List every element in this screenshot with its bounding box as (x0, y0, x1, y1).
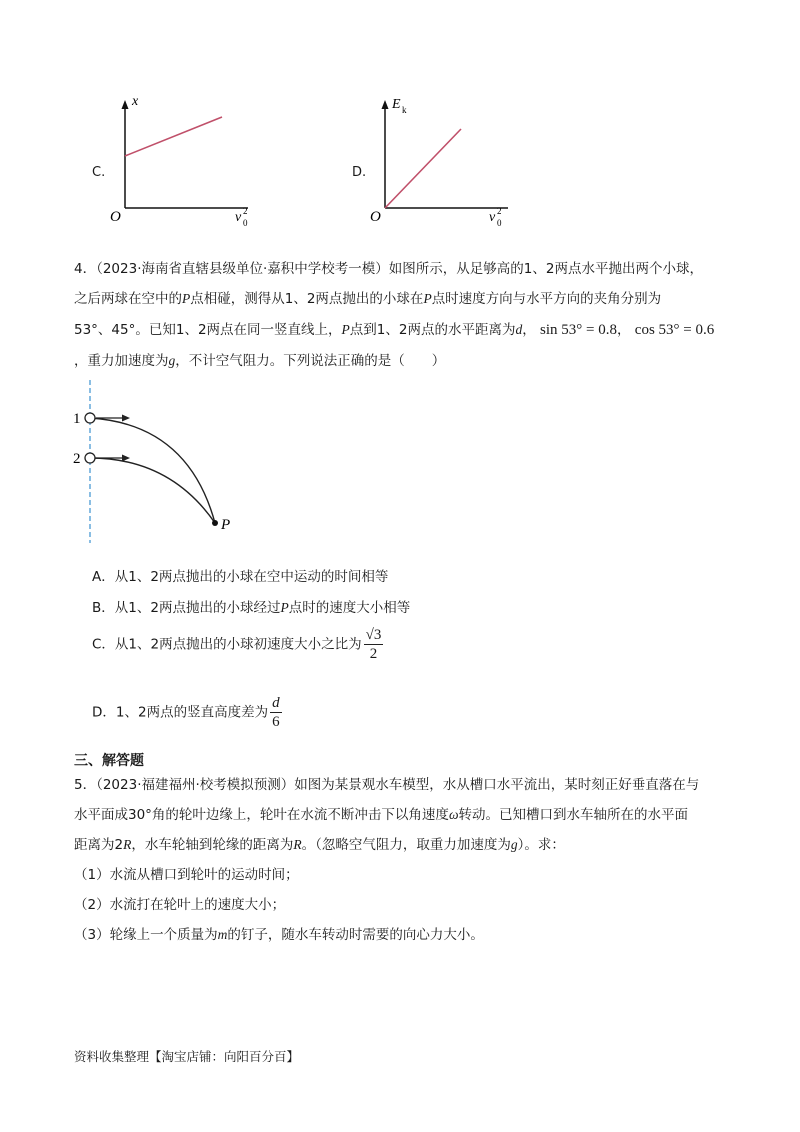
graph-d-line (385, 129, 461, 208)
graph-d-y-arrow (382, 100, 389, 109)
q5-sub3: （3）轮缘上一个质量为m的钉子，随水车转动时需要的向心力大小。 (74, 927, 484, 943)
graph-c-x-sup: 2 (243, 206, 248, 216)
q4-option-b: B．从1、2两点抛出的小球经过P点时的速度大小相等 (92, 600, 411, 616)
q4-line1: 4．（2023·海南省直辖县级单位·嘉积中学校考一模）如图所示，从足够高的1、2两点水平抛出两个小球， (74, 261, 703, 277)
label-1: 1 (73, 411, 81, 427)
point-p (212, 520, 218, 526)
q4-option-a: A．从1、2两点抛出的小球在空中运动的时间相等 (92, 569, 389, 585)
graph-c (108, 88, 258, 228)
trajectory-2 (90, 458, 215, 523)
graph-d-x-label: v (489, 210, 496, 225)
q5-sub1: （1）水流从槽口到轮叶的运动时间； (74, 867, 299, 883)
graph-d-y-label: E (392, 97, 401, 112)
sin-formula: sin 53° = 0.8 (540, 322, 617, 338)
q4-line4: ，重力加速度为g，不计空气阻力。下列说法正确的是（ ） (74, 353, 446, 369)
graph-c-x-sub: 0 (243, 218, 248, 228)
graph-c-y-label: x (132, 94, 139, 109)
graph-c-x-label: v (235, 210, 242, 225)
option-d-fraction: $\frac{d}{6}$ (272, 695, 280, 730)
q4-option-c: C．从1、2两点抛出的小球初速度大小之比为 $\frac{√3}{2}$ (92, 627, 382, 662)
graph-d-y-sub: k (402, 105, 407, 115)
label-2: 2 (73, 451, 81, 467)
q4-projectile-figure (70, 378, 260, 548)
graph-d-x-sub: 0 (497, 218, 502, 228)
q5-line1: 5．（2023·福建福州·校考模拟预测）如图为某景观水车模型，水从槽口水平流出，某时刻正好垂直落在与 (74, 777, 700, 793)
graph-c-y-arrow (122, 100, 129, 109)
ball-1 (85, 413, 95, 423)
section-heading: 三、解答题 (74, 753, 144, 769)
q5-line2: 水平面成30°角的轮叶边缘上，轮叶在水流不断冲击下以角速度ω转动。已知槽口到水车轴所在的水平面 (74, 807, 688, 823)
q4-line3: 53°、45°。已知1、2两点在同一竖直线上，P点到1、2两点的水平距离为d， sin 53° = 0.8， cos 53° = 0.6 (74, 322, 715, 338)
label-p: P (221, 517, 231, 533)
graph-c-line (125, 117, 222, 156)
graph-d-option-label: D. (352, 165, 367, 180)
q4-line2: 之后两球在空中的P点相碰，测得从1、2两点抛出的小球在P点时速度方向与水平方向的夹角分别为 (74, 291, 662, 307)
q4-option-d: D．1、2两点的竖直高度差为 $\frac{d}{6}$ (92, 695, 280, 730)
graph-d (368, 88, 518, 228)
q5-sub2: （2）水流打在轮叶上的速度大小； (74, 897, 286, 913)
footer-text: 资料收集整理【淘宝店铺：向阳百分百】 (74, 1049, 300, 1064)
graph-c-option-label: C. (92, 165, 106, 180)
ball-2 (85, 453, 95, 463)
cos-formula: cos 53° = 0.6 (634, 322, 715, 338)
q5-line3: 距离为2R，水车轮轴到轮缘的距离为R。（忽略空气阻力，取重力加速度为g）。求： (74, 837, 565, 853)
graph-d-origin: O (370, 209, 381, 225)
graph-c-origin: O (110, 209, 121, 225)
graph-d-x-sup: 2 (497, 206, 502, 216)
option-c-fraction: $\frac{√3}{2}$ (365, 627, 382, 662)
